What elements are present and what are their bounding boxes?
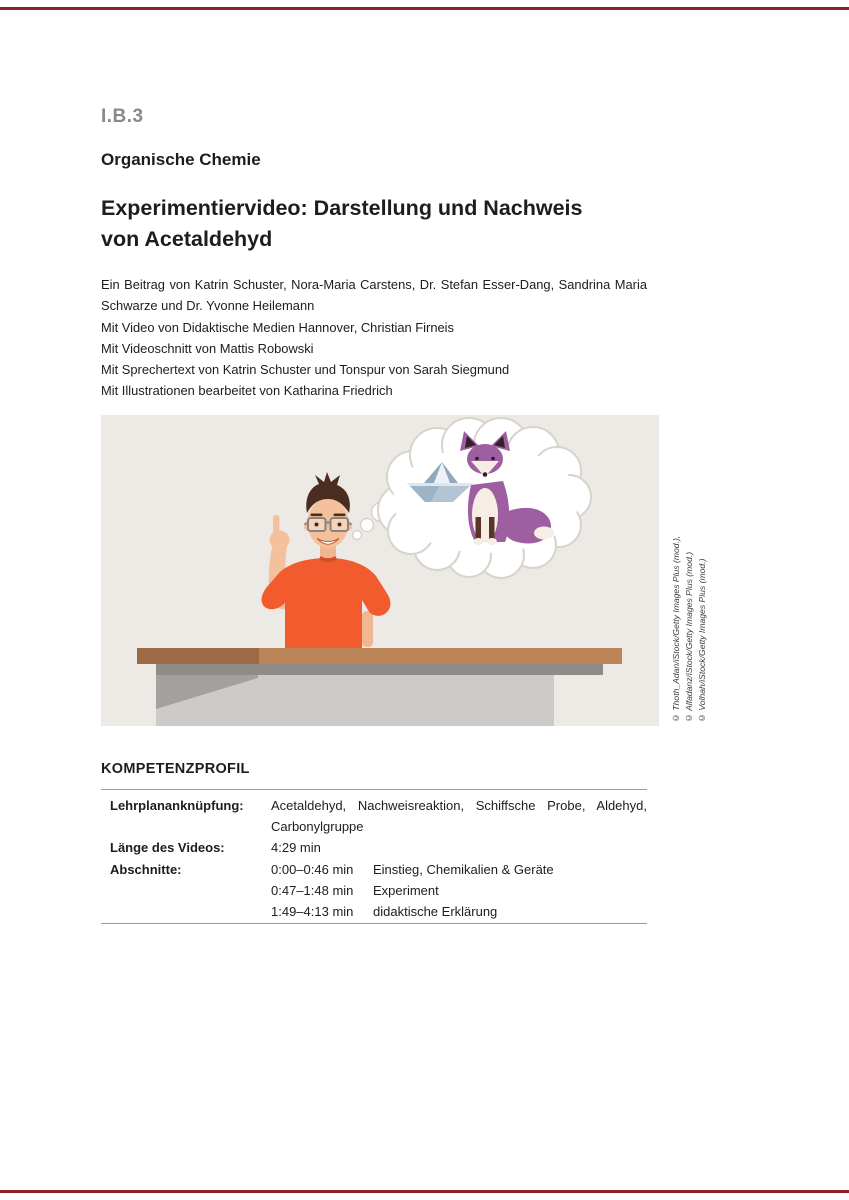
row-value: 4:29 min — [271, 840, 321, 856]
table-row — [101, 837, 647, 858]
row-label: Abschnitte: — [110, 861, 182, 877]
competence-profile-heading: KOMPETENZPROFIL — [101, 761, 250, 777]
credit-line: © Thoth_Adan/iStock/Getty Images Plus (mod.), — [671, 535, 681, 723]
byline-line: Mit Sprechertext von Katrin Schuster und Tonspur von Sarah Siegmund — [101, 362, 510, 378]
segment-row — [271, 880, 647, 901]
bottom-accent-rule — [0, 1190, 849, 1193]
byline-line: Mit Video von Didaktische Medien Hannover, Christian Firneis — [101, 319, 454, 335]
image-credits — [670, 477, 710, 723]
row-label: Länge des Videos: — [110, 840, 225, 856]
segment-desc: Einstieg, Chemikalien & Geräte — [373, 861, 554, 877]
keywords-line: Acetaldehyd, Nachweisreaktion, Schiffsche Probe, Aldehyd, — [271, 798, 647, 813]
segment-row — [271, 901, 647, 922]
segment-desc: Experiment — [373, 882, 439, 898]
top-accent-rule — [0, 7, 849, 10]
segment-desc: didaktische Erklärung — [373, 904, 498, 920]
unit-code: I.B.3 — [101, 106, 144, 127]
illustration — [101, 415, 659, 726]
row-value — [271, 795, 647, 837]
keywords-line: Carbonylgruppe — [271, 819, 364, 835]
category-heading: Organische Chemie — [101, 150, 261, 169]
byline-line: Ein Beitrag von Katrin Schuster, Nora-Maria Carstens, Dr. Stefan Esser-Dang, Sandrina Maria — [101, 277, 647, 292]
table-row — [101, 795, 647, 837]
byline-line: Schwarze und Dr. Yvonne Heilemann — [101, 298, 315, 314]
segment-time: 0:47–1:48 min — [271, 882, 354, 898]
byline — [101, 274, 647, 402]
segment-row — [271, 859, 647, 880]
competence-profile-table — [101, 789, 647, 924]
credit-line: © Volhah/iStock/Getty Images Plus (mod.) — [697, 558, 707, 723]
page-title-line1: Experimentiervideo: Darstellung und Nachweis — [101, 196, 583, 220]
table-row — [101, 859, 647, 923]
page-title — [101, 193, 701, 255]
row-label: Lehrplananknüpfung: — [110, 798, 244, 813]
page-title-line2: von Acetaldehyd — [101, 227, 273, 251]
byline-line: Mit Illustrationen bearbeitet von Katharina Friedrich — [101, 383, 393, 399]
row-value — [271, 859, 647, 923]
segment-time: 1:49–4:13 min — [271, 904, 354, 920]
byline-line: Mit Videoschnitt von Mattis Robowski — [101, 340, 314, 356]
desk — [137, 648, 622, 726]
credit-line: © Alfadanz/iStock/Getty Images Plus (mod.) — [684, 551, 694, 723]
segment-time: 0:00–0:46 min — [271, 861, 354, 877]
